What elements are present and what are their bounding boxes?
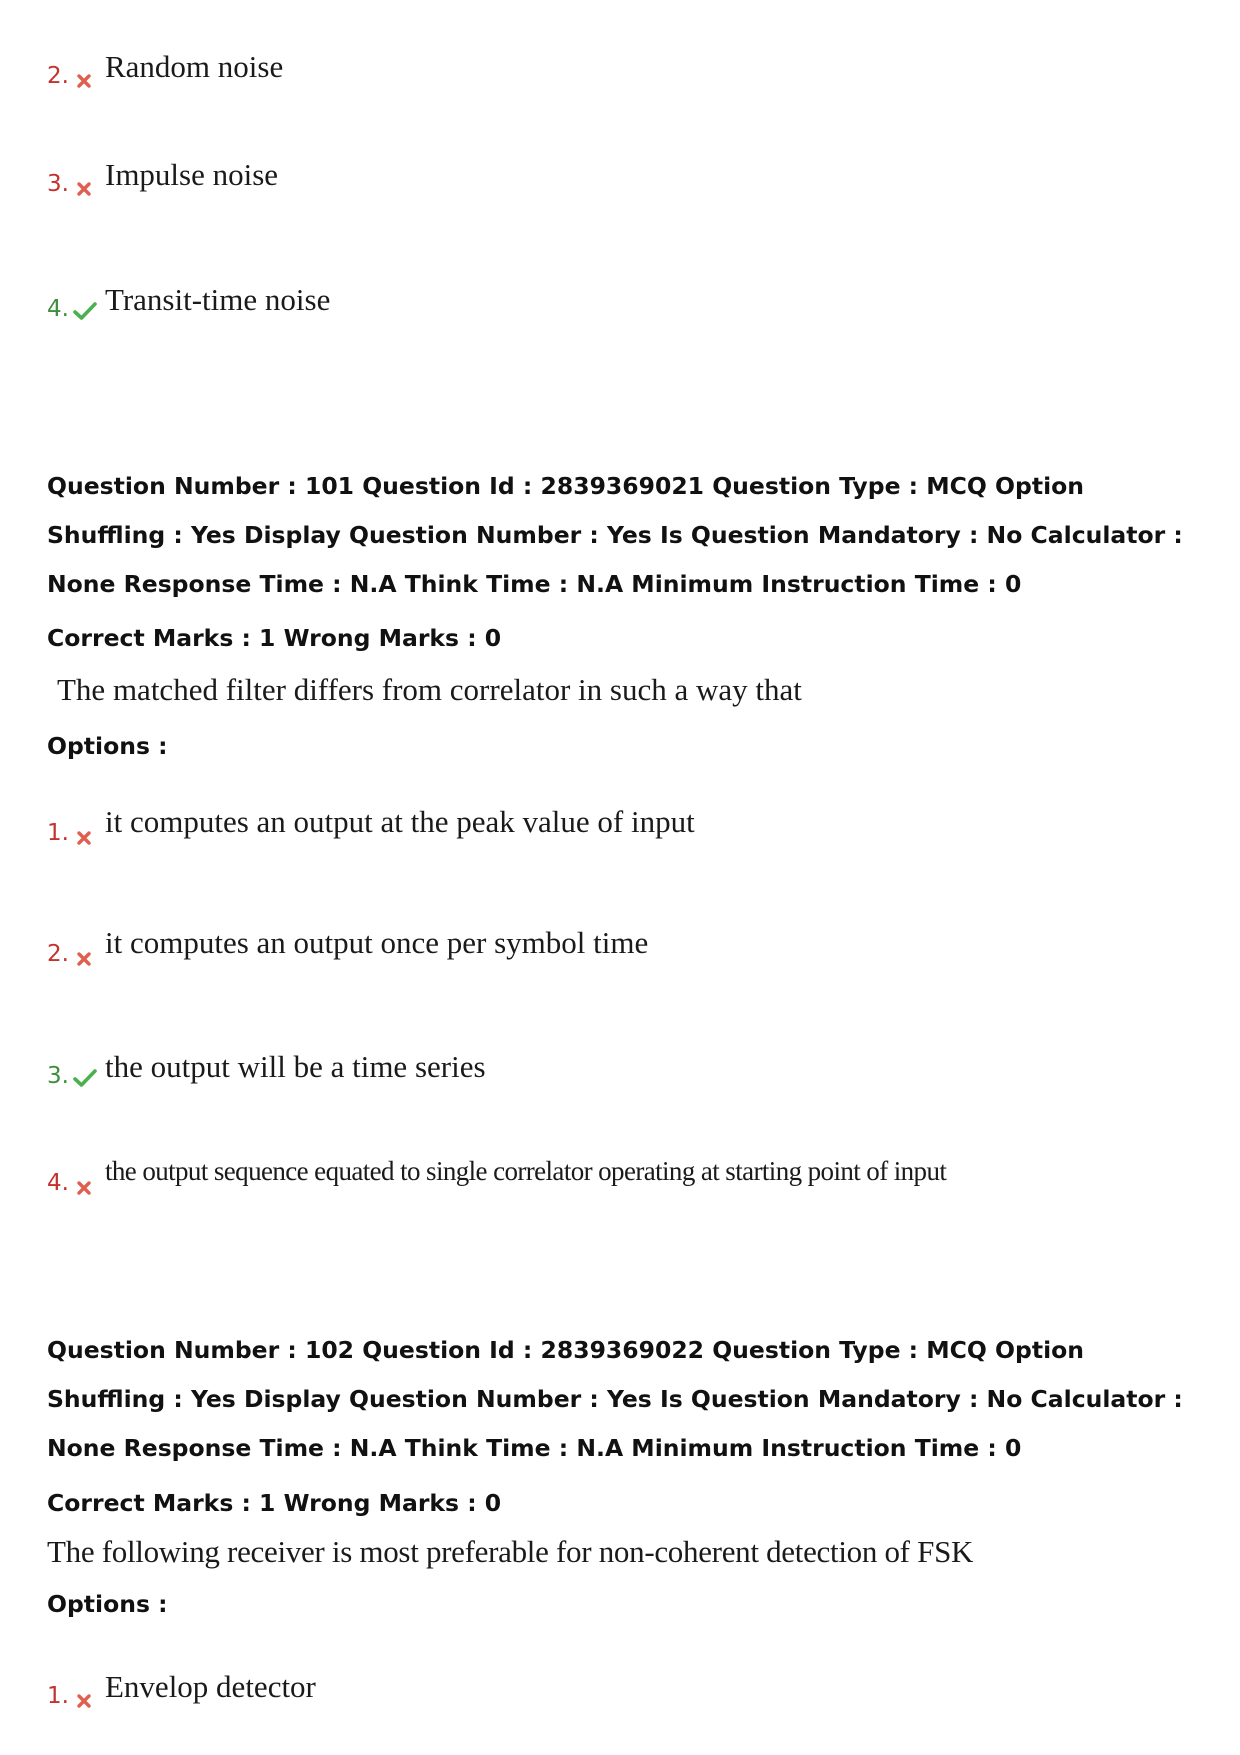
option-text: Transit-time noise	[105, 282, 331, 317]
cross-icon	[73, 1173, 103, 1195]
option-number: 3.	[47, 171, 69, 197]
options-label: Options :	[47, 732, 168, 760]
question-text: The matched filter differs from correlator in such a way that	[57, 672, 802, 707]
option-row	[47, 1151, 946, 1195]
check-icon	[73, 1066, 103, 1088]
option-row	[47, 44, 283, 88]
cross-icon	[73, 174, 103, 196]
option-text: the output will be a time series	[105, 1049, 486, 1084]
option-number: 3.	[47, 1063, 69, 1089]
option-text: it computes an output at the peak value of input	[105, 804, 695, 839]
marks-line: Correct Marks : 1 Wrong Marks : 0	[47, 624, 502, 652]
option-text: it computes an output once per symbol time	[105, 925, 649, 960]
cross-icon	[73, 944, 103, 966]
cross-icon	[73, 1686, 103, 1708]
option-number: 4.	[47, 1170, 69, 1196]
option-text: Envelop detector	[105, 1669, 316, 1704]
option-number: 1.	[47, 820, 69, 846]
options-label: Options :	[47, 1590, 168, 1618]
option-row	[47, 277, 330, 321]
option-row	[47, 1664, 316, 1708]
question-meta: Question Number : 101 Question Id : 2839369021 Question Type : MCQ Option Shuffling : Yes Display Question Number : Yes Is Question Mandatory : No Calculator : None Response Time : N.A Think Time : N.A Minimum Instruction Time : 0	[47, 472, 1183, 598]
option-text: the output sequence equated to single correlator operating at starting point of input	[105, 1156, 947, 1186]
cross-icon	[73, 823, 103, 845]
option-row	[47, 922, 648, 966]
option-row	[47, 1044, 486, 1088]
marks-line: Correct Marks : 1 Wrong Marks : 0	[47, 1489, 502, 1517]
question-meta: Question Number : 102 Question Id : 2839369022 Question Type : MCQ Option Shuffling : Yes Display Question Number : Yes Is Question Mandatory : No Calculator : None Response Time : N.A Think Time : N.A Minimum Instruction Time : 0	[47, 1336, 1183, 1462]
question-text: The following receiver is most preferable for non-coherent detection of FSK	[47, 1534, 974, 1569]
option-text: Random noise	[105, 49, 284, 84]
option-number: 2.	[47, 941, 69, 967]
check-icon	[73, 299, 103, 321]
option-number: 1.	[47, 1683, 69, 1709]
option-row	[47, 152, 278, 196]
option-number: 4.	[47, 296, 69, 322]
option-number: 2.	[47, 63, 69, 89]
option-text: Impulse noise	[105, 157, 279, 192]
option-row	[47, 801, 695, 845]
cross-icon	[73, 66, 103, 88]
